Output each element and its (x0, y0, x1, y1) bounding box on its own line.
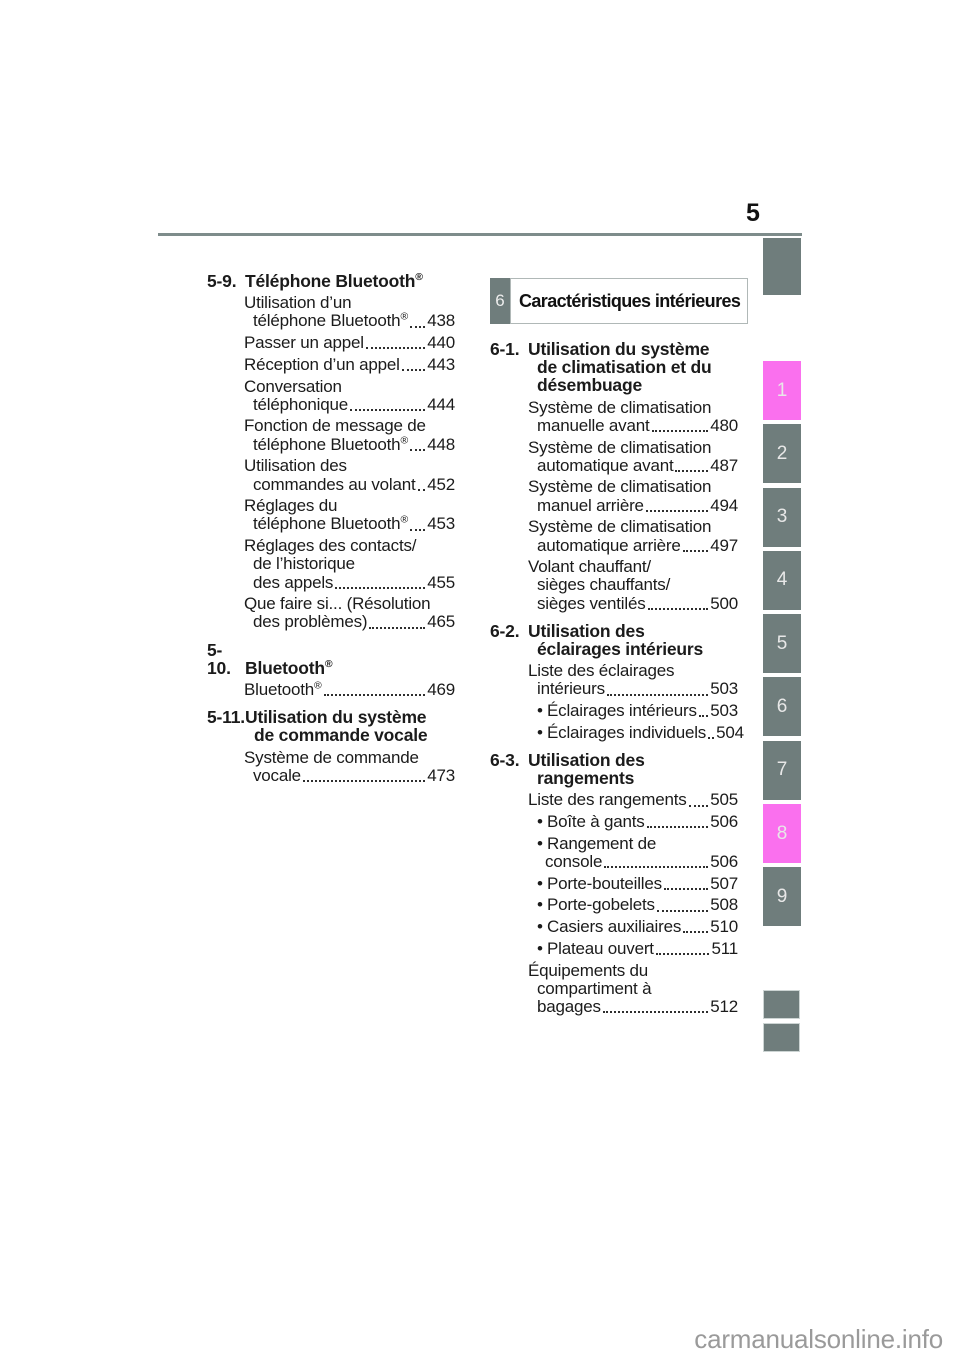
leader-dots (699, 715, 708, 717)
toc-entry[interactable]: Conversation téléphonique 444 (244, 376, 455, 414)
page-ref: 497 (710, 535, 738, 555)
page-ref: 455 (427, 572, 455, 592)
leader-dots (646, 510, 708, 512)
bullet-icon: • (537, 917, 543, 937)
leader-dots (652, 430, 709, 432)
chapter-tab-8[interactable]: 8 (763, 804, 801, 863)
chapter-number-badge: 6 (490, 278, 510, 324)
toc-column-left (207, 272, 455, 785)
toc-entry[interactable]: Liste des éclairages intérieurs 503 (528, 661, 738, 699)
leader-dots (324, 694, 425, 696)
toc-entry[interactable]: Système de climatisation manuel arrière 494 (528, 477, 738, 515)
toc-entry[interactable]: Système de climatisation automatique avant 487 (528, 437, 738, 475)
toc-entry[interactable]: • Rangement de console 506 (537, 833, 738, 872)
section-heading: 5-11.Utilisation du système de commande vocale (207, 707, 428, 746)
chapter-tab-5[interactable]: 5 (763, 614, 801, 673)
page-ref: 465 (427, 612, 455, 632)
leader-dots (402, 369, 426, 371)
section-heading: 6-2. Utilisation des éclairages intérieurs (490, 620, 704, 660)
toc-entry[interactable]: Système de climatisation manuelle avant 480 (528, 397, 738, 435)
toc-entry[interactable]: • Plateau ouvert 511 (537, 938, 738, 958)
page-ref: 504 (716, 722, 744, 742)
page-number: 5 (746, 199, 760, 227)
leader-dots (410, 529, 425, 531)
bullet-icon: • (537, 873, 543, 893)
toc-entry[interactable]: Utilisation des commandes au volant 452 (244, 456, 455, 494)
toc-section-6-3 (490, 751, 738, 1016)
leader-dots (366, 347, 425, 349)
page-ref: 500 (710, 593, 738, 613)
section-title: Utilisation des (528, 620, 645, 641)
page-ref: 453 (427, 514, 455, 534)
page-ref: 444 (427, 394, 455, 414)
toc-entry[interactable]: Fonction de message de téléphone Bluetooth® 448 (244, 416, 455, 454)
leader-dots (648, 608, 709, 610)
page-ref: 452 (427, 474, 455, 494)
leader-dots (683, 931, 708, 933)
page-ref: 487 (710, 455, 738, 475)
toc-entry[interactable]: • Boîte à gants 506 (537, 812, 738, 832)
leader-dots (607, 694, 708, 696)
chapter-tab-2[interactable]: 2 (763, 424, 801, 483)
chapter-tab-strip (763, 361, 801, 931)
page-ref: 494 (710, 495, 738, 515)
chapter-tab-1[interactable]: 1 (763, 361, 801, 420)
bullet-icon: • (537, 833, 543, 853)
toc-entry[interactable]: Bluetooth® 469 (244, 679, 455, 700)
page-ref: 506 (710, 812, 738, 832)
section-title: Utilisation du système (245, 707, 427, 728)
chapter-tab-6[interactable]: 6 (763, 677, 801, 736)
chapter-tab-9[interactable]: 9 (763, 867, 801, 926)
page-ref: 473 (427, 765, 455, 785)
leader-dots (335, 587, 425, 589)
leader-dots (675, 470, 708, 472)
section-title: Utilisation du système (528, 339, 710, 359)
toc-entry[interactable]: Réglages du téléphone Bluetooth® 453 (244, 496, 455, 534)
toc-entry[interactable]: Liste des rangements 505 (528, 790, 738, 810)
section-title: Téléphone Bluetooth® (245, 271, 423, 291)
toc-entry[interactable]: Système de commande vocale 473 (244, 747, 455, 785)
leader-dots (604, 866, 708, 868)
page-ref: 512 (710, 997, 738, 1016)
bullet-icon: • (537, 812, 543, 832)
chapter-tab-3[interactable]: 3 (763, 488, 801, 547)
leader-dots (657, 910, 708, 912)
section-heading (207, 641, 455, 677)
chapter-tab-7[interactable]: 7 (763, 741, 801, 800)
toc-section-6-1 (490, 340, 738, 613)
leader-dots (603, 1011, 708, 1013)
page-ref: 440 (427, 333, 455, 353)
bullet-icon: • (537, 701, 543, 721)
section-heading: 6-1. Utilisation du système de climatisation et du désembuage (490, 339, 712, 396)
page-ref: 443 (427, 354, 455, 374)
page-ref: 448 (427, 434, 455, 454)
toc-entry[interactable]: Système de climatisation automatique arrière 497 (528, 517, 738, 555)
leader-dots (683, 550, 709, 552)
leader-dots (410, 449, 425, 451)
leader-dots (418, 489, 426, 491)
section-number: 5-11. (207, 707, 245, 728)
leader-dots (708, 737, 714, 739)
toc-entry[interactable]: Utilisation d’un téléphone Bluetooth® 438 (244, 293, 455, 331)
spacer-box (763, 1023, 800, 1052)
section-title: Utilisation des (528, 750, 645, 771)
toc-entry[interactable]: • Porte-gobelets 508 (537, 895, 738, 915)
leader-dots (689, 805, 709, 807)
page-ref: 469 (427, 680, 455, 700)
section-heading: 6-3. Utilisation des rangements (490, 750, 645, 789)
section-number: 5-10. (207, 639, 231, 678)
leader-dots (369, 627, 425, 629)
blank-chapter-tab (763, 238, 801, 295)
section-number: 5-9. (207, 271, 237, 291)
page-ref: 508 (710, 895, 738, 915)
leader-dots (664, 888, 708, 890)
leader-dots (303, 780, 425, 782)
page-ref: 503 (710, 679, 738, 699)
chapter-title: Caractéristiques intérieures (510, 278, 748, 324)
toc-entry[interactable]: Réception d’un appel 443 (244, 354, 455, 374)
toc-entry[interactable]: Équipements du compartiment à bagages 512 (528, 960, 738, 1016)
toc-section-5-9 (207, 272, 455, 632)
toc-entry[interactable]: Que faire si... (Résolution des problèmes) 465 (244, 594, 455, 632)
leader-dots (647, 826, 709, 828)
toc-section-5-10 (207, 641, 455, 700)
footer-boxes (763, 990, 801, 1056)
toc-entry[interactable]: Volant chauffant/ sièges chauffants/ sièges ventilés 500 (528, 557, 738, 613)
chapter-tab-4[interactable]: 4 (763, 551, 801, 610)
leader-dots (656, 953, 710, 955)
spacer-box (763, 990, 800, 1019)
header-rule (158, 233, 802, 236)
page-ref: 505 (710, 790, 738, 810)
toc-section-6-2 (490, 620, 744, 742)
bullet-icon: • (537, 722, 543, 742)
toc-entry[interactable]: • Porte-bouteilles 507 (537, 873, 738, 893)
chapter-header (490, 278, 748, 324)
toc-entry[interactable]: Passer un appel 440 (244, 333, 455, 353)
toc-entry[interactable]: • Casiers auxiliaires 510 (537, 917, 738, 937)
toc-entry[interactable]: • Éclairages intérieurs 503 (537, 701, 738, 721)
toc-entry[interactable]: • Éclairages individuels 504 (537, 722, 744, 742)
section-heading (207, 272, 455, 290)
leader-dots (350, 409, 425, 411)
leader-dots (410, 326, 425, 328)
section-number: 6-3. (490, 750, 520, 771)
toc-entry[interactable]: Réglages des contacts/ de l’historique des appels 455 (244, 536, 455, 592)
watermark: carmanualsonline.info (694, 1324, 943, 1354)
section-number: 6-1. (490, 339, 520, 359)
section-title: Bluetooth® (245, 657, 333, 678)
page-ref: 503 (710, 701, 738, 721)
page-ref: 438 (427, 311, 455, 331)
bullet-icon: • (537, 938, 543, 958)
bullet-icon: • (537, 895, 543, 915)
page-ref: 507 (710, 873, 738, 893)
toc-section-5-11 (207, 708, 455, 785)
page-ref: 510 (710, 917, 738, 937)
page-ref: 480 (710, 415, 738, 435)
page-ref: 506 (710, 852, 738, 872)
page-ref: 511 (711, 938, 738, 958)
section-number: 6-2. (490, 620, 520, 641)
toc-column-right (490, 339, 744, 1016)
